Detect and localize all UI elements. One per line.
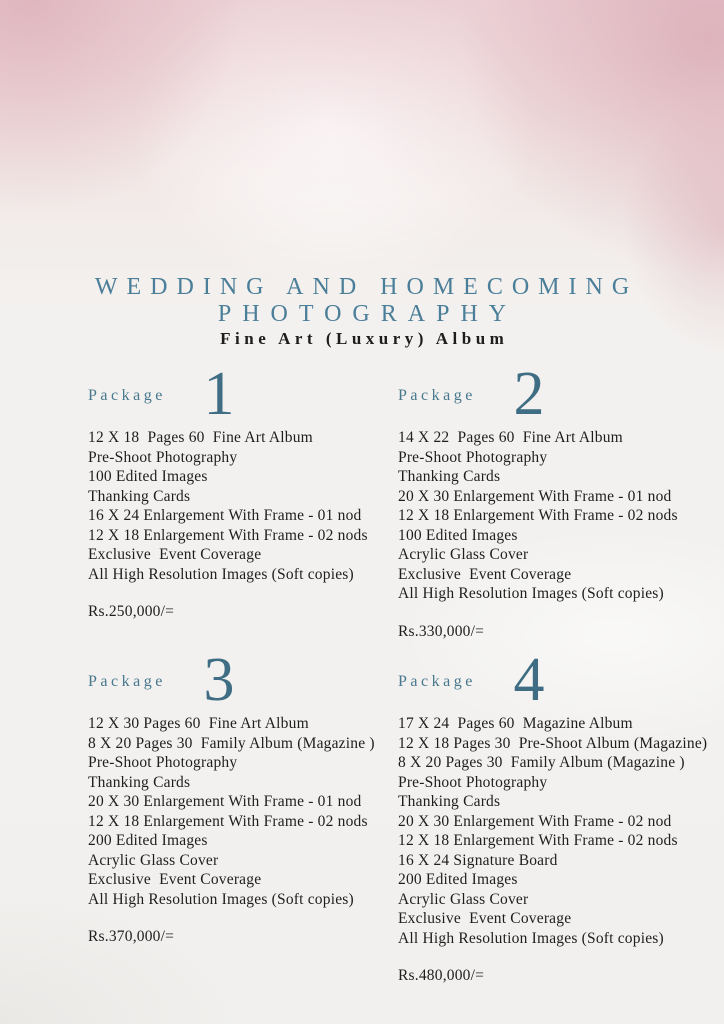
package-number: 2 [513,360,545,428]
page-title-line1: WEDDING AND HOMECOMING [94,274,639,300]
package-4-header [398,646,698,714]
list-item: 12 X 18 Pages 30 Pre-Shoot Album (Magazine) [398,734,708,752]
package-1-item-list [88,428,386,584]
list-item: Pre-Shoot Photography [88,448,238,466]
package-1-section [88,360,386,621]
page-title-line2: PHOTOGRAPHY [217,301,518,327]
package-number: 3 [203,646,235,714]
package-1-header [88,360,386,428]
list-item: All High Resolution Images (Soft copies) [88,565,354,583]
list-item: 20 X 30 Enlargement With Frame - 01 nod [88,793,362,810]
list-item: Acrylic Glass Cover [398,890,529,908]
list-item: 14 X 22 Pages 60 Fine Art Album [398,429,623,446]
list-item: All High Resolution Images (Soft copies) [88,890,354,908]
list-item: Exclusive Event Coverage [88,871,262,888]
package-2-section [398,360,698,641]
list-item: Thanking Cards [88,773,191,791]
list-item: 12 X 30 Pages 60 Fine Art Album [88,715,309,732]
package-price: Rs.370,000/= [88,928,175,945]
list-item: Pre-Shoot Photography [398,773,548,791]
package-price: Rs.250,000/= [88,603,175,620]
list-item: All High Resolution Images (Soft copies) [398,929,664,947]
list-item: 12 X 18 Enlargement With Frame - 02 nods [88,526,368,544]
list-item: 12 X 18 Enlargement With Frame - 02 nods [398,832,678,849]
page-subtitle: Fine Art (Luxury) Album [220,329,509,348]
package-number: 1 [203,360,235,428]
package-2-header [398,360,698,428]
package-3-item-list [88,714,386,909]
list-item: 16 X 24 Enlargement With Frame - 01 nod [88,507,362,524]
package-number: 4 [513,646,545,714]
list-item: Thanking Cards [88,487,191,505]
package-2-item-list [398,428,698,604]
list-item: 200 Edited Images [398,871,518,888]
list-item: Acrylic Glass Cover [398,546,529,563]
list-item: Pre-Shoot Photography [398,448,548,466]
package-4-item-list [398,714,708,948]
list-item: Exclusive Event Coverage [398,910,572,927]
list-item: 17 X 24 Pages 60 Magazine Album [398,715,633,732]
list-item: Exclusive Event Coverage [88,546,262,563]
list-item: Thanking Cards [398,793,501,810]
list-item: 8 X 20 Pages 30 Family Album (Magazine ) [88,734,375,752]
list-item: 16 X 24 Signature Board [398,851,558,869]
list-item: 100 Edited Images [88,468,208,485]
list-item: All High Resolution Images (Soft copies) [398,585,664,602]
package-label: Package [398,673,476,690]
package-label: Package [398,387,476,404]
list-item: 20 X 30 Enlargement With Frame - 02 nod [398,812,672,830]
list-item: Acrylic Glass Cover [88,851,219,869]
package-4-section [398,646,708,985]
list-item: 12 X 18 Enlargement With Frame - 02 nods [88,812,368,830]
list-item: Pre-Shoot Photography [88,754,238,771]
package-3-section [88,646,386,946]
package-label: Package [88,673,166,690]
list-item: 100 Edited Images [398,526,518,544]
list-item: Exclusive Event Coverage [398,565,572,583]
package-3-header [88,646,386,714]
package-label: Package [88,387,166,404]
package-price: Rs.480,000/= [398,967,485,984]
package-price: Rs.330,000/= [398,622,485,640]
list-item: 8 X 20 Pages 30 Family Album (Magazine ) [398,754,685,771]
list-item: 12 X 18 Pages 60 Fine Art Album [88,429,313,446]
list-item: 12 X 18 Enlargement With Frame - 02 nods [398,507,678,524]
list-item: 20 X 30 Enlargement With Frame - 01 nod [398,487,672,505]
list-item: 200 Edited Images [88,832,208,849]
list-item: Thanking Cards [398,468,501,485]
